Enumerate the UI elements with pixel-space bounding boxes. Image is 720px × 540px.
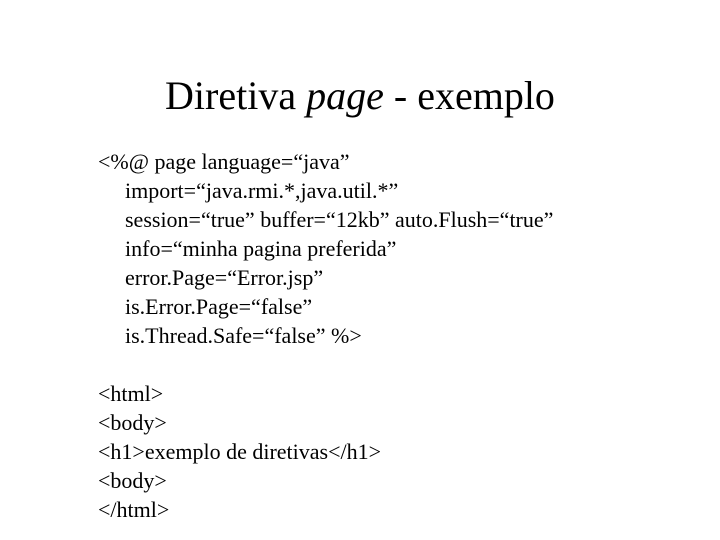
directive-line: info=“minha pagina preferida” bbox=[125, 236, 397, 261]
html-line: <body> bbox=[98, 410, 167, 435]
html-line: <body> bbox=[98, 468, 167, 493]
directive-line: session=“true” buffer=“12kb” auto.Flush=“true” bbox=[125, 207, 554, 232]
html-line: <html> bbox=[98, 381, 164, 406]
slide-title bbox=[0, 70, 720, 122]
directive-line: is.Error.Page=“false” bbox=[125, 294, 313, 319]
html-line: </html> bbox=[98, 497, 170, 522]
spacer bbox=[98, 350, 698, 379]
title-text-start: Diretiva bbox=[165, 73, 307, 118]
code-example bbox=[98, 147, 698, 524]
title-text-end: - exemplo bbox=[383, 73, 555, 118]
directive-line: import=“java.rmi.*,java.util.*” bbox=[125, 178, 399, 203]
html-line: <h1>exemplo de diretivas</h1> bbox=[98, 439, 382, 464]
directive-line: error.Page=“Error.jsp” bbox=[125, 265, 324, 290]
title-text-italic: page bbox=[306, 73, 384, 118]
directive-line: is.Thread.Safe=“false” %> bbox=[125, 323, 362, 348]
directive-line: <%@ page language=“java” bbox=[98, 149, 350, 174]
